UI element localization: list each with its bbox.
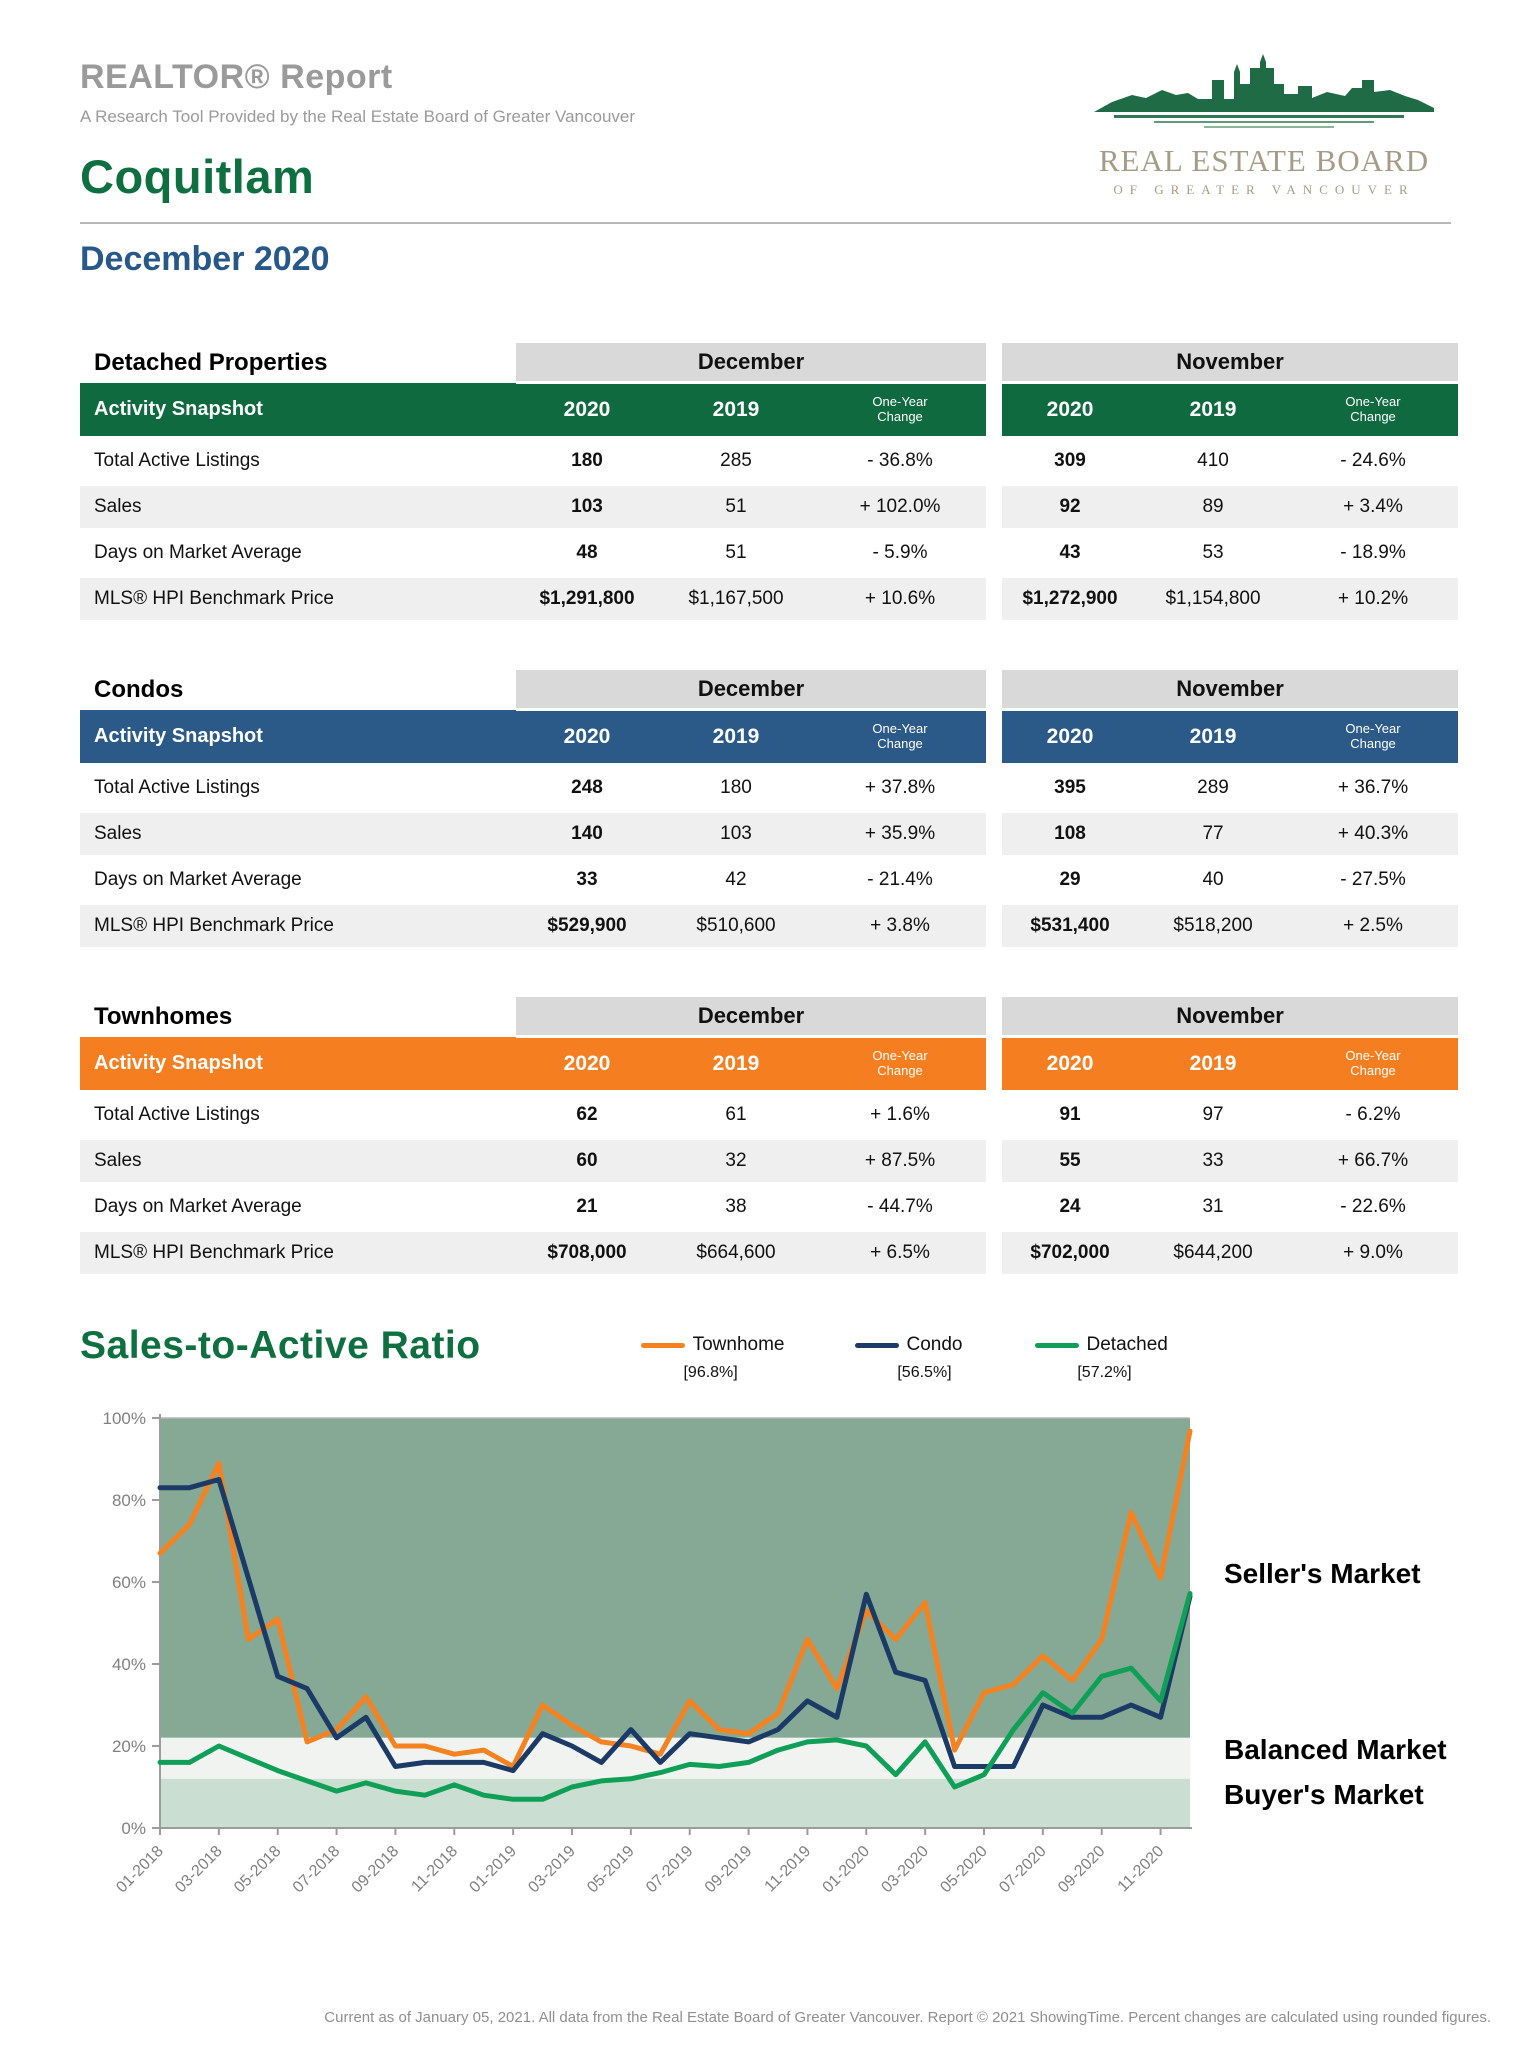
x-tick-label: 05-2020 (937, 1842, 991, 1897)
year-header: 2020 (516, 1037, 658, 1093)
metric-label: Sales (80, 484, 516, 530)
x-tick-label: 07-2019 (643, 1842, 697, 1897)
x-tick-label: 03-2020 (878, 1842, 932, 1897)
metric-value: + 2.5% (1288, 903, 1458, 947)
one-year-change-header: One-Year Change (1288, 383, 1458, 439)
legend-current-value: [57.2%] (1077, 1364, 1132, 1381)
metric-label: Total Active Listings (80, 1092, 516, 1138)
metric-value: 285 (658, 438, 814, 484)
metric-value: 89 (1138, 484, 1288, 530)
metric-value: + 87.5% (814, 1138, 986, 1184)
group-gap (986, 1037, 1002, 1093)
metric-value: 61 (658, 1092, 814, 1138)
month-header-row (80, 997, 1458, 1037)
legend-swatch-condo (855, 1343, 899, 1348)
metric-value: 97 (1138, 1092, 1288, 1138)
snapshot-header-row (80, 710, 1458, 766)
chart-svg (60, 1408, 1520, 1968)
legend-entry (641, 1334, 785, 1356)
chart-title: Sales-to-Active Ratio (80, 1324, 481, 1367)
legend-swatch-detached (1035, 1343, 1079, 1348)
metric-value: 55 (1002, 1138, 1138, 1184)
metric-value: 108 (1002, 811, 1138, 857)
group-gap (986, 484, 1002, 530)
legend-swatch-townhome (641, 1343, 685, 1348)
metric-value: $529,900 (516, 903, 658, 947)
group-gap (986, 670, 1002, 710)
band-label-balanced-market: Balanced Market (1224, 1734, 1447, 1766)
x-tick-label: 07-2018 (289, 1842, 344, 1897)
table-row (80, 1184, 1458, 1230)
group-gap (986, 1138, 1002, 1184)
x-tick-label: 03-2018 (172, 1842, 226, 1897)
rebgv-logo (1075, 50, 1453, 198)
table-condos (80, 670, 1531, 947)
metric-value: 21 (516, 1184, 658, 1230)
x-tick-label: 09-2019 (701, 1842, 756, 1897)
metric-label: MLS® HPI Benchmark Price (80, 1230, 516, 1274)
metric-label: MLS® HPI Benchmark Price (80, 576, 516, 620)
table-townhomes (80, 997, 1531, 1274)
metric-value: 91 (1002, 1092, 1138, 1138)
legend-current-value: [56.5%] (897, 1364, 952, 1381)
x-tick-label: 11-2019 (761, 1842, 815, 1896)
metric-value: + 36.7% (1288, 765, 1458, 811)
group-gap (986, 1092, 1002, 1138)
year-header: 2019 (1138, 383, 1288, 439)
metric-label: Sales (80, 1138, 516, 1184)
year-header: 2019 (658, 383, 814, 439)
activity-table (80, 997, 1458, 1274)
metric-value: - 27.5% (1288, 857, 1458, 903)
year-header: 2020 (516, 710, 658, 766)
table-category-label: Condos (80, 670, 516, 710)
group-gap (986, 1230, 1002, 1274)
metric-label: Days on Market Average (80, 530, 516, 576)
one-year-change-header: One-Year Change (814, 1037, 986, 1093)
band-balanced-market (160, 1738, 1190, 1779)
x-tick-label: 01-2019 (466, 1842, 520, 1897)
report-title: REALTOR® Report (80, 58, 393, 96)
metric-value: + 3.4% (1288, 484, 1458, 530)
one-year-change-header: One-Year Change (814, 383, 986, 439)
x-tick-label: 01-2020 (819, 1842, 874, 1897)
metric-label: Days on Market Average (80, 857, 516, 903)
month-group-december: December (516, 997, 986, 1037)
metric-value: - 5.9% (814, 530, 986, 576)
x-tick-label: 01-2018 (113, 1842, 167, 1897)
metric-label: Sales (80, 811, 516, 857)
table-row (80, 765, 1458, 811)
metric-value: 32 (658, 1138, 814, 1184)
metric-value: - 44.7% (814, 1184, 986, 1230)
x-tick-label: 11-2018 (408, 1842, 462, 1896)
metric-value: + 1.6% (814, 1092, 986, 1138)
metric-label: Total Active Listings (80, 765, 516, 811)
chart-header (80, 1324, 1531, 1382)
metric-value: + 3.8% (814, 903, 986, 947)
area-title: Coquitlam (80, 150, 315, 203)
metric-value: $644,200 (1138, 1230, 1288, 1274)
x-tick-label: 03-2019 (525, 1842, 579, 1897)
metric-value: 48 (516, 530, 658, 576)
y-tick-label: 0% (121, 1819, 146, 1838)
metric-value: 140 (516, 811, 658, 857)
table-row (80, 1092, 1458, 1138)
group-gap (986, 530, 1002, 576)
one-year-change-header: One-Year Change (814, 710, 986, 766)
metric-value: - 36.8% (814, 438, 986, 484)
snapshot-header-row (80, 1037, 1458, 1093)
group-gap (986, 576, 1002, 620)
group-gap (986, 343, 1002, 383)
metric-value: 51 (658, 530, 814, 576)
metric-value: $510,600 (658, 903, 814, 947)
metric-value: + 66.7% (1288, 1138, 1458, 1184)
metric-value: 31 (1138, 1184, 1288, 1230)
metric-value: + 102.0% (814, 484, 986, 530)
logo-text-line2: OF GREATER VANCOUVER (1113, 182, 1415, 197)
metric-value: + 40.3% (1288, 811, 1458, 857)
group-gap (986, 903, 1002, 947)
metric-value: 410 (1138, 438, 1288, 484)
metric-value: - 24.6% (1288, 438, 1458, 484)
metric-value: 60 (516, 1138, 658, 1184)
metric-value: 103 (516, 484, 658, 530)
group-gap (986, 811, 1002, 857)
metric-value: 77 (1138, 811, 1288, 857)
group-gap (986, 438, 1002, 484)
group-gap (986, 383, 1002, 439)
metric-value: 29 (1002, 857, 1138, 903)
metric-value: + 9.0% (1288, 1230, 1458, 1274)
band-buyer-s-market (160, 1779, 1190, 1828)
header-divider (80, 222, 1451, 224)
metric-value: $1,154,800 (1138, 576, 1288, 620)
table-row (80, 1138, 1458, 1184)
legend-label: Detached (1086, 1334, 1168, 1355)
table-category-label: Townhomes (80, 997, 516, 1037)
year-header: 2020 (516, 383, 658, 439)
year-header: 2019 (1138, 1037, 1288, 1093)
month-group-november: November (1002, 343, 1458, 383)
metric-value: 51 (658, 484, 814, 530)
y-tick-label: 100% (102, 1409, 146, 1428)
metric-value: - 21.4% (814, 857, 986, 903)
metric-value: 62 (516, 1092, 658, 1138)
metric-value: $518,200 (1138, 903, 1288, 947)
metric-value: 43 (1002, 530, 1138, 576)
x-tick-label: 07-2020 (996, 1842, 1050, 1897)
table-row (80, 811, 1458, 857)
report-subtitle: A Research Tool Provided by the Real Estate Board of Greater Vancouver (80, 107, 636, 126)
month-header-row (80, 670, 1458, 710)
metric-value: 33 (1138, 1138, 1288, 1184)
snapshot-header-row (80, 383, 1458, 439)
group-gap (986, 997, 1002, 1037)
legend-entry (1035, 1334, 1168, 1356)
metric-value: 180 (516, 438, 658, 484)
year-header: 2019 (1138, 710, 1288, 766)
metric-value: 289 (1138, 765, 1288, 811)
band-label-seller-s-market: Seller's Market (1224, 1557, 1421, 1589)
group-gap (986, 765, 1002, 811)
metric-value: 103 (658, 811, 814, 857)
metric-value: 92 (1002, 484, 1138, 530)
metric-value: $1,291,800 (516, 576, 658, 620)
y-tick-label: 40% (111, 1655, 146, 1674)
one-year-change-header: One-Year Change (1288, 1037, 1458, 1093)
metric-value: 248 (516, 765, 658, 811)
period-title: December 2020 (80, 240, 330, 278)
metric-value: $664,600 (658, 1230, 814, 1274)
activity-snapshot-label: Activity Snapshot (80, 1037, 516, 1093)
legend-item-detached (1035, 1334, 1168, 1382)
metric-value: 38 (658, 1184, 814, 1230)
table-row (80, 484, 1458, 530)
metric-label: Total Active Listings (80, 438, 516, 484)
x-tick-label: 05-2019 (584, 1842, 638, 1897)
month-group-november: November (1002, 670, 1458, 710)
table-row (80, 857, 1458, 903)
table-row (80, 530, 1458, 576)
year-header: 2020 (1002, 1037, 1138, 1093)
metric-value: + 10.2% (1288, 576, 1458, 620)
metric-value: $708,000 (516, 1230, 658, 1274)
metric-value: 53 (1138, 530, 1288, 576)
legend-label: Townhome (692, 1334, 785, 1355)
metric-value: + 37.8% (814, 765, 986, 811)
month-header-row (80, 343, 1458, 383)
legend-item-townhome (641, 1334, 785, 1382)
activity-snapshot-label: Activity Snapshot (80, 383, 516, 439)
year-header: 2020 (1002, 710, 1138, 766)
metric-value: 24 (1002, 1184, 1138, 1230)
skyline-icon (1084, 50, 1444, 136)
one-year-change-header: One-Year Change (1288, 710, 1458, 766)
report-header (0, 0, 1531, 279)
year-header: 2019 (658, 710, 814, 766)
logo-text-line1: REAL ESTATE BOARD (1098, 143, 1430, 178)
table-row (80, 438, 1458, 484)
metric-value: 395 (1002, 765, 1138, 811)
x-tick-label: 09-2020 (1055, 1842, 1109, 1897)
metric-value: 40 (1138, 857, 1288, 903)
year-header: 2019 (658, 1037, 814, 1093)
year-header: 2020 (1002, 383, 1138, 439)
metric-value: + 10.6% (814, 576, 986, 620)
x-tick-label: 09-2018 (348, 1842, 403, 1897)
metric-label: Days on Market Average (80, 1184, 516, 1230)
month-group-november: November (1002, 997, 1458, 1037)
metric-value: - 6.2% (1288, 1092, 1458, 1138)
metric-value: 309 (1002, 438, 1138, 484)
activity-table (80, 670, 1458, 947)
metric-value: + 6.5% (814, 1230, 986, 1274)
metric-value: - 22.6% (1288, 1184, 1458, 1230)
activity-table (80, 343, 1458, 620)
table-category-label: Detached Properties (80, 343, 516, 383)
month-group-december: December (516, 343, 986, 383)
table-row (80, 903, 1458, 947)
metric-value: + 35.9% (814, 811, 986, 857)
metric-value: 33 (516, 857, 658, 903)
band-seller-s-market (160, 1418, 1190, 1738)
group-gap (986, 857, 1002, 903)
legend-entry (855, 1334, 965, 1356)
activity-snapshot-label: Activity Snapshot (80, 710, 516, 766)
report-footer: Current as of January 05, 2021. All data from the Real Estate Board of Greater Vancouver. Report © 2021 ShowingTime. Percent changes are calculated using rounded figures. (324, 2009, 1491, 2026)
metric-label: MLS® HPI Benchmark Price (80, 903, 516, 947)
x-tick-label: 05-2018 (231, 1842, 285, 1897)
metric-value: $1,272,900 (1002, 576, 1138, 620)
y-tick-label: 80% (111, 1491, 146, 1510)
group-gap (986, 1184, 1002, 1230)
sales-to-active-chart (60, 1408, 1531, 1973)
group-gap (986, 710, 1002, 766)
x-tick-label: 11-2020 (1114, 1842, 1168, 1896)
legend-current-value: [96.8%] (683, 1364, 738, 1381)
legend-label: Condo (906, 1334, 963, 1355)
y-tick-label: 20% (111, 1737, 146, 1756)
y-tick-label: 60% (111, 1573, 146, 1592)
table-row (80, 1230, 1458, 1274)
chart-legend (641, 1334, 1168, 1382)
metric-value: $1,167,500 (658, 576, 814, 620)
metric-value: 180 (658, 765, 814, 811)
legend-item-condo (855, 1334, 965, 1382)
metric-value: 42 (658, 857, 814, 903)
metric-value: $702,000 (1002, 1230, 1138, 1274)
metric-value: $531,400 (1002, 903, 1138, 947)
month-group-december: December (516, 670, 986, 710)
band-label-buyer-s-market: Buyer's Market (1224, 1779, 1424, 1811)
metric-value: - 18.9% (1288, 530, 1458, 576)
table-detached-properties (80, 343, 1531, 620)
activity-tables (80, 343, 1531, 1274)
table-row (80, 576, 1458, 620)
